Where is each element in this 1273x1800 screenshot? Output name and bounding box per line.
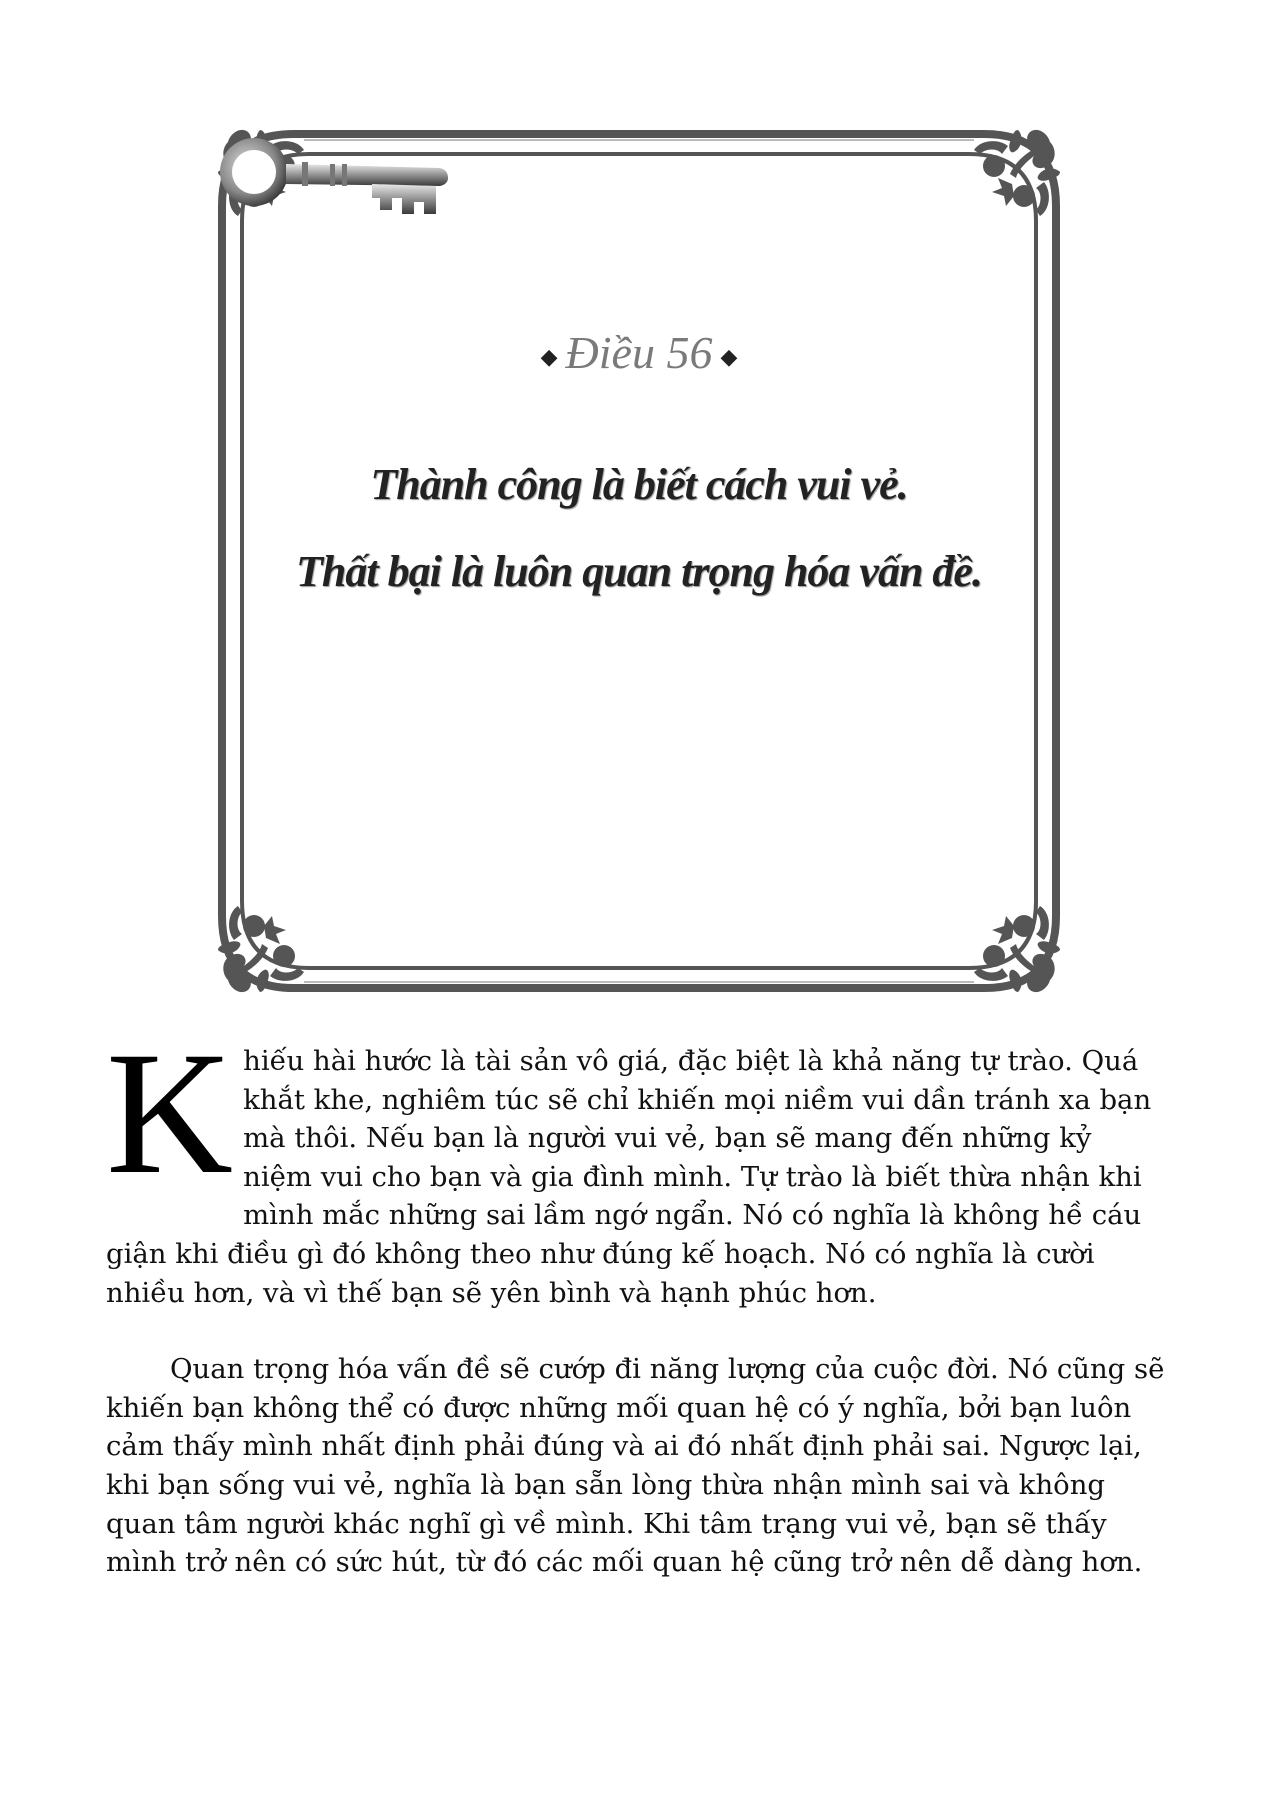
- key-icon: [214, 126, 454, 226]
- paragraph-1: [106, 1016, 1166, 1312]
- paragraph-1-text: hiếu hài hước là tài sản vô giá, đặc biệt là khả năng tự trào. Quá khắt khe, nghiêm túc sẽ chỉ khiến mọi niềm vui dần tránh xa bạn mà thôi. Nếu bạn là người vui vẻ, bạn sẽ mang đến những kỷ niệm vui cho bạn và gia đình mình. Tự trào là biết thừa nhận khi mình mắc những sai lầm ngớ ngẩn. Nó có nghĩa là không hề cáu giận khi điều gì đó không theo như đúng kế hoạch. Nó có nghĩa là cười nhiều hơn, và vì thế bạn sẽ yên bình và hạnh phúc hơn.: [106, 1045, 1152, 1309]
- article-number: Điều 56: [565, 327, 713, 378]
- diamond-ornament-icon: ◆: [540, 344, 558, 370]
- drop-cap: K: [106, 1016, 234, 1211]
- diamond-ornament-icon: ◆: [720, 344, 738, 370]
- article-number-heading: [214, 326, 1064, 379]
- motto-line-2: Thất bại là luôn quan trọng hóa vấn đề.: [296, 547, 982, 596]
- paragraph-2: Quan trọng hóa vấn đề sẽ cướp đi năng lượng của cuộc đời. Nó cũng sẽ khiến bạn không thể có được những mối quan hệ có ý nghĩa, bởi bạn luôn cảm thấy mình nhất định phải đúng và ai đó nhất định phải sai. Ngược lại, khi bạn sống vui vẻ, nghĩa là bạn sẵn lòng thừa nhận mình sai và không quan tâm người khác nghĩ gì về mình. Khi tâm trạng vui vẻ, bạn sẽ thấy mình trở nên có sức hút, từ đó các mối quan hệ cũng trở nên dễ dàng hơn.: [106, 1353, 1165, 1579]
- decorative-frame: [214, 126, 1064, 996]
- article-body: [106, 1016, 1166, 1582]
- motto-line-1: Thành công là biết cách vui vẻ.: [370, 460, 908, 509]
